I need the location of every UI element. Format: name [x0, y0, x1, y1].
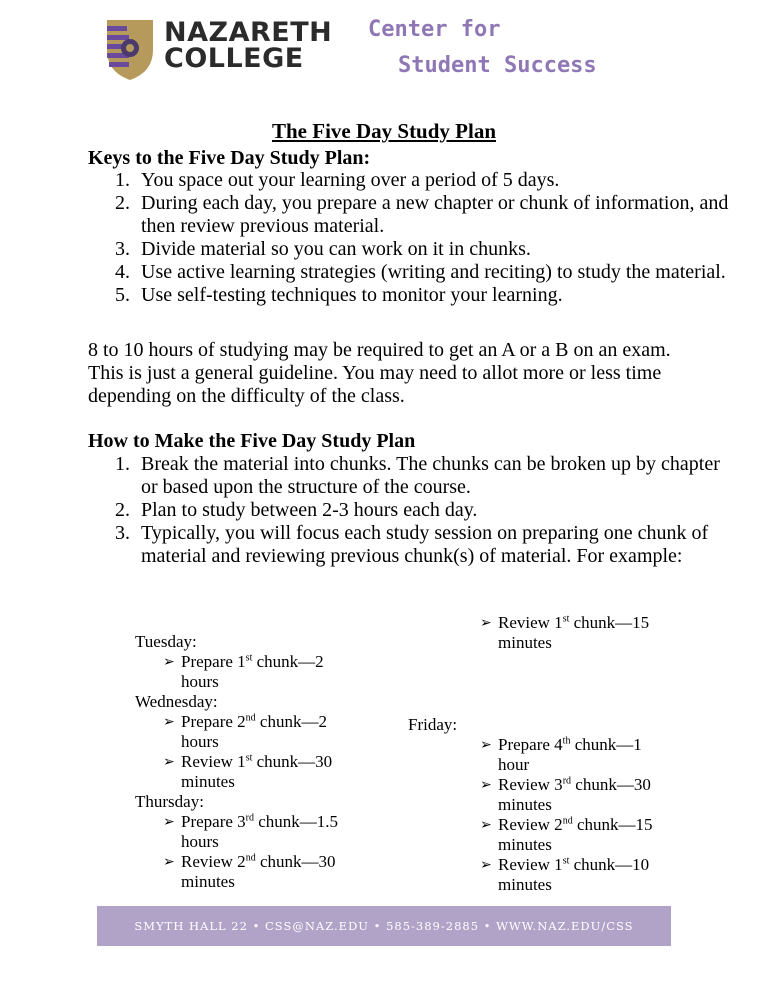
how-list: [88, 453, 735, 568]
list-item: ➢ Review 2nd chunk—15 minutes: [480, 815, 680, 855]
list-item: ➢ Review 1st chunk—15 minutes: [480, 613, 680, 653]
list-item: ➢ Review 1st chunk—30 minutes: [163, 752, 363, 792]
list-item: ➢ Review 2nd chunk—30 minutes: [163, 852, 363, 892]
list-item: 2. Plan to study between 2-3 hours each day.: [135, 499, 735, 522]
keys-heading: Keys to the Five Day Study Plan:: [88, 147, 371, 169]
list-item: 2. During each day, you prepare a new chapter or chunk of information, and then review previous material.: [135, 192, 735, 238]
day-label-friday: Friday:: [408, 715, 458, 734]
list-item: 5. Use self-testing techniques to monitor your learning.: [135, 284, 735, 307]
day-label-tuesday: Tuesday:: [135, 632, 197, 651]
how-heading: How to Make the Five Day Study Plan: [88, 430, 416, 452]
list-item: ➢ Prepare 4th chunk—1 hour: [480, 735, 680, 775]
friday-tasks: [480, 735, 680, 895]
list-item: ➢ Prepare 2nd chunk—2 hours: [163, 712, 363, 752]
guideline-paragraph: 8 to 10 hours of studying may be required to get an A or a B on an exam. This is just a general guideline. You may need to allot more or less time depending on the difficulty of the class.: [88, 339, 671, 407]
list-item: ➢ Prepare 1st chunk—2 hours: [163, 652, 363, 692]
thursday-continued-tasks: [480, 613, 680, 653]
list-item: ➢ Review 3rd chunk—30 minutes: [480, 775, 680, 815]
college-logo-text: NAZARETH COLLEGE: [164, 17, 333, 74]
day-label-thursday: Thursday:: [135, 792, 204, 811]
tuesday-tasks: [163, 652, 363, 692]
unit-name-line1: Center for: [368, 17, 501, 42]
unit-name-line2: Student Success: [398, 53, 597, 78]
contact-footer: SMYTH HALL 22 • CSS@NAZ.EDU • 585-389-2885 • WWW.NAZ.EDU/CSS: [97, 906, 671, 946]
list-item: 1. Break the material into chunks. The chunks can be broken up by chapter or based upon the structure of the course.: [135, 453, 735, 499]
thursday-tasks: [163, 812, 363, 892]
list-item: 1. You space out your learning over a period of 5 days.: [135, 169, 735, 192]
list-item: ➢ Prepare 3rd chunk—1.5 hours: [163, 812, 363, 852]
list-item: 3. Typically, you will focus each study session on preparing one chunk of material and reviewing previous chunk(s) of material. For example:: [135, 522, 735, 568]
list-item: 4. Use active learning strategies (writing and reciting) to study the material.: [135, 261, 735, 284]
list-item: 3. Divide material so you can work on it in chunks.: [135, 238, 735, 261]
page-title: The Five Day Study Plan: [271, 119, 497, 143]
list-item: ➢ Review 1st chunk—10 minutes: [480, 855, 680, 895]
nazareth-shield-logo: [103, 16, 157, 82]
keys-list: [88, 169, 735, 307]
day-label-wednesday: Wednesday:: [135, 692, 218, 711]
wednesday-tasks: [163, 712, 363, 792]
